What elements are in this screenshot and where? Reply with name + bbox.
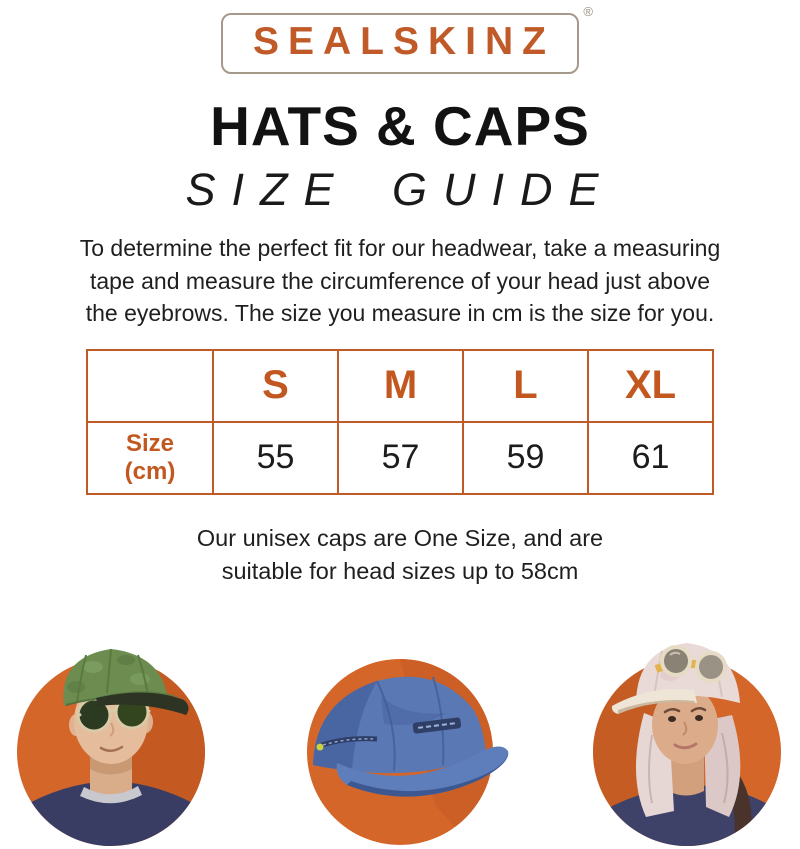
size-table-corner-cell	[87, 350, 213, 422]
instructions-line-3: the eyebrows. The size you measure in cm is the size for you.	[85, 300, 715, 327]
size-table	[86, 349, 714, 495]
logo-header	[0, 0, 800, 74]
size-table-values-row	[87, 422, 713, 494]
one-size-note-line-1: Our unisex caps are One Size, and are	[196, 524, 604, 551]
size-value-xl: 61	[588, 422, 713, 494]
blue-cap-product-image	[285, 605, 515, 847]
woman-desert-cap-illustration	[572, 605, 800, 847]
page-title: HATS & CAPS	[210, 94, 590, 157]
size-column-l: L	[463, 350, 588, 422]
sealskinz-logo	[221, 4, 593, 74]
size-column-m: M	[338, 350, 463, 422]
one-size-note	[0, 522, 800, 588]
measuring-instructions	[0, 232, 800, 330]
woman-wearing-desert-cap-image	[572, 605, 800, 847]
registered-trademark-symbol: ®	[583, 4, 593, 19]
blue-cap-illustration	[285, 605, 515, 847]
size-column-s: S	[213, 350, 338, 422]
sealskinz-logo-text: SEALSKINZ	[252, 20, 555, 63]
man-wearing-green-cap-image	[0, 605, 228, 847]
instructions-line-2: tape and measure the circumference of your head just above	[89, 267, 711, 294]
size-value-m: 57	[338, 422, 463, 494]
product-photo-row	[0, 605, 800, 847]
instructions-line-1: To determine the perfect fit for our headwear, take a measuring	[79, 234, 721, 261]
size-label-line-1: Size	[125, 430, 175, 458]
size-value-s: 55	[213, 422, 338, 494]
size-cm-row-label	[87, 422, 213, 494]
size-column-xl: XL	[588, 350, 713, 422]
size-value-l: 59	[463, 422, 588, 494]
one-size-note-line-2: suitable for head sizes up to 58cm	[221, 557, 579, 584]
page-subtitle: SIZE GUIDE	[185, 163, 615, 215]
size-label-line-2: (cm)	[124, 457, 176, 485]
size-table-header-row	[87, 350, 713, 422]
man-green-cap-illustration	[0, 605, 228, 847]
